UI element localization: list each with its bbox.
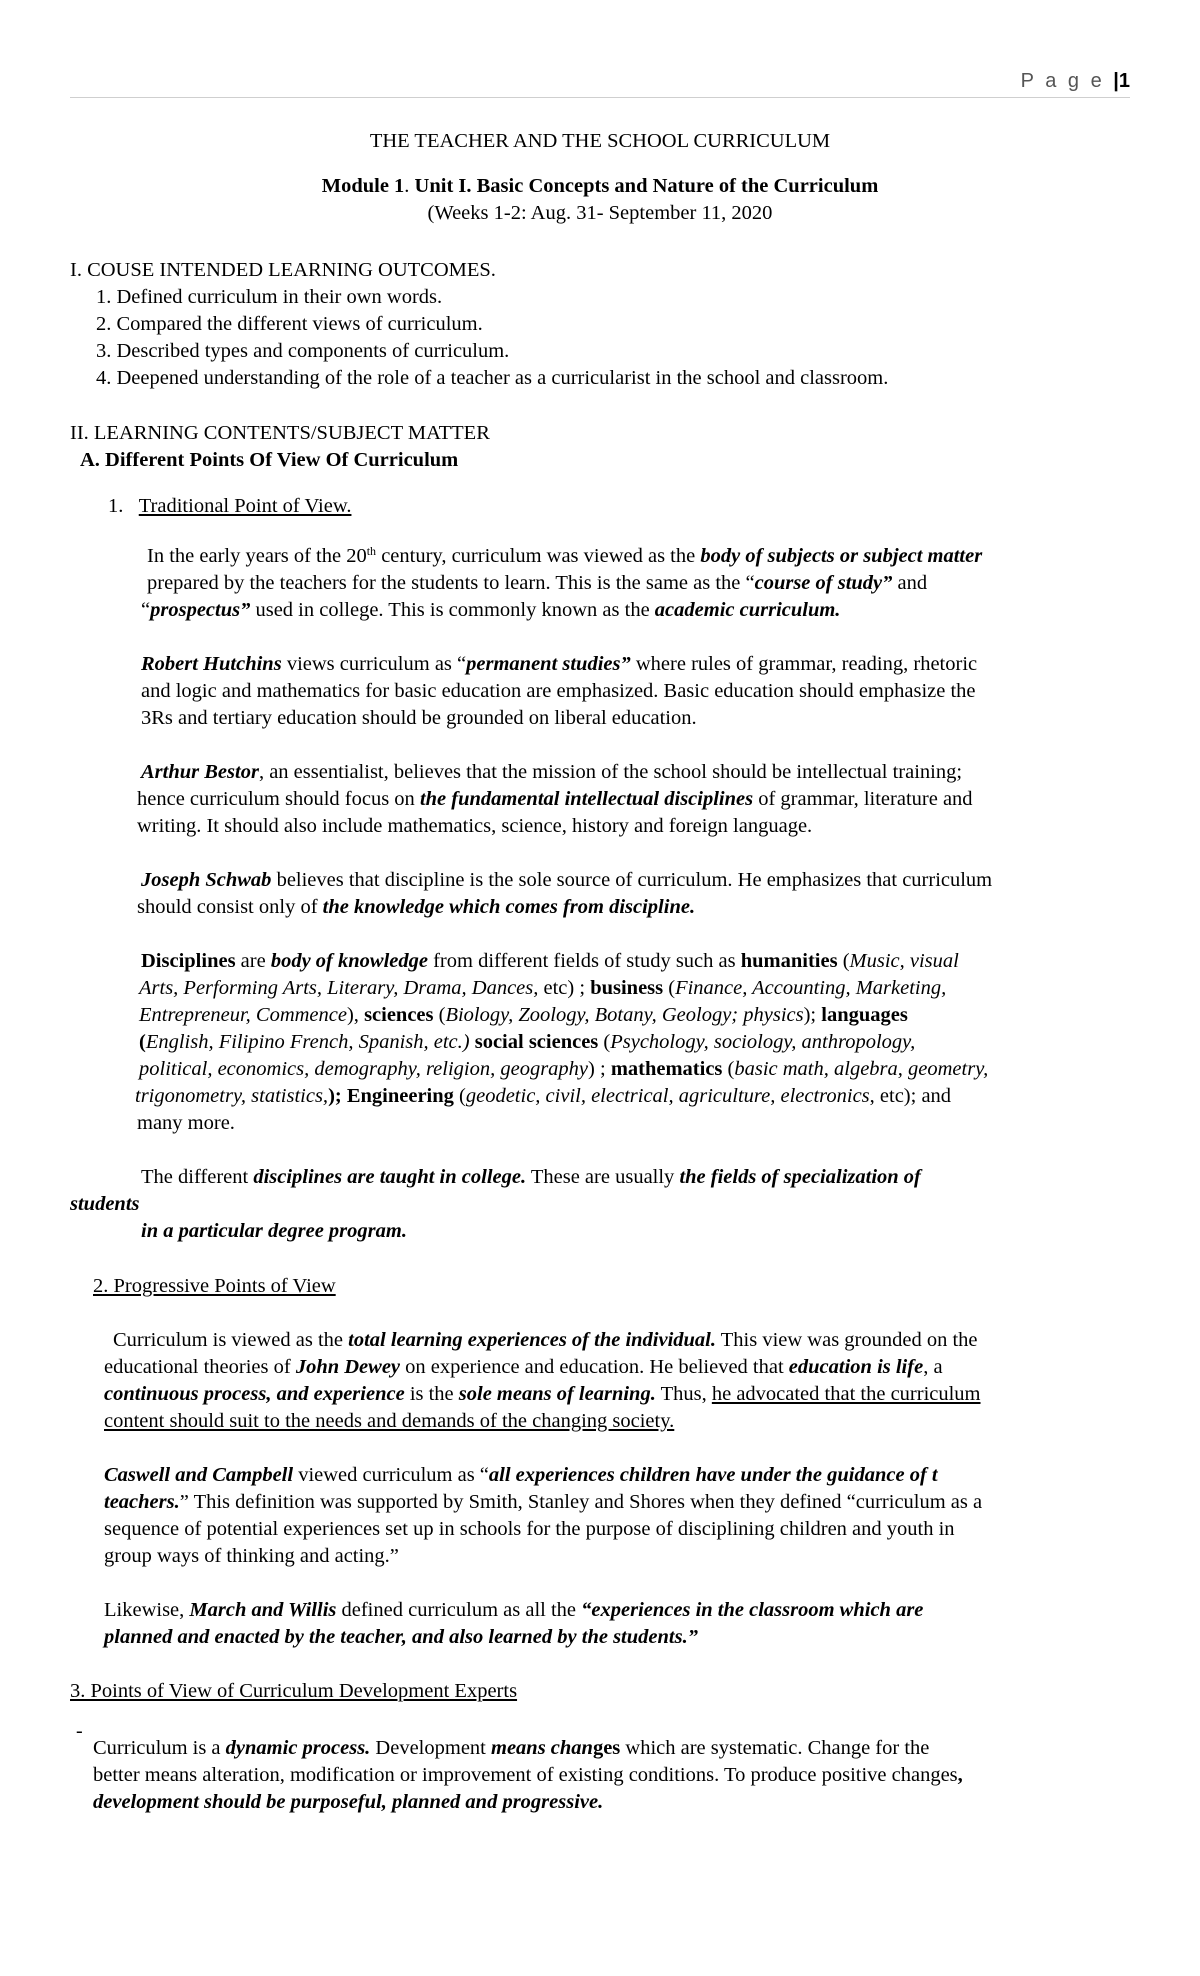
progressive-heading: 2. Progressive Points of View [93,1275,336,1297]
outcome-item: 2. Compared the different views of curriculum. [96,313,483,335]
page-label: P a g e [1020,70,1105,92]
bestor-paragraph-line: Arthur Bestor, an essentialist, believes that the mission of the school should be intellectual training; [141,761,963,783]
caswell-paragraph-line: Caswell and Campbell viewed curriculum as “all experiences children have under the guidance of t [104,1464,938,1486]
traditional-p1-line: “prospectus” used in college. This is commonly known as the academic curriculum. [141,599,841,621]
traditional-p1-line: In the early years of the 20th century, curriculum was viewed as the body of subjects or subject matter [147,544,983,567]
document-title: THE TEACHER AND THE SCHOOL CURRICULUM [369,130,831,152]
march-willis-paragraph-line: planned and enacted by the teacher, and also learned by the students.” [104,1626,698,1648]
traditional-heading: 1. Traditional Point of View. [108,495,352,517]
progressive-p1-line: continuous process, and experience is the sole means of learning. Thus, he advocated that the curriculum [104,1383,981,1405]
outcome-item: 4. Deepened understanding of the role of a teacher as a curricularist in the school and classroom. [96,367,889,389]
disciplines-paragraph-line: Disciplines are body of knowledge from different fields of study such as humanities (Music, visual [141,950,959,972]
bestor-paragraph-line: hence curriculum should focus on the fundamental intellectual disciplines of grammar, literature and [137,788,973,810]
college-disciplines-line: students [70,1193,140,1215]
traditional-p1-line: prepared by the teachers for the students to learn. This is the same as the “course of study” and [147,572,928,594]
dash-marker: - [76,1720,83,1742]
experts-paragraph-line: Curriculum is a dynamic process. Development means changes which are systematic. Change for the [93,1737,930,1759]
outcome-item: 1. Defined curriculum in their own words. [96,286,443,308]
experts-heading: 3. Points of View of Curriculum Development Experts [70,1680,518,1702]
experts-paragraph-line: development should be purposeful, planned and progressive. [93,1791,604,1813]
disciplines-paragraph-line: Entrepreneur, Commence), sciences (Biology, Zoology, Botany, Geology; physics); languages [139,1004,908,1026]
hutchins-paragraph-line: and logic and mathematics for basic education are emphasized. Basic education should emphasize the [141,680,976,702]
progressive-p1-line: Curriculum is viewed as the total learning experiences of the individual. This view was grounded on the [113,1329,978,1351]
page-number: 1 [1118,70,1130,92]
contents-heading: II. LEARNING CONTENTS/SUBJECT MATTER [70,422,490,444]
experts-paragraph-line: better means alteration, modification or improvement of existing conditions. To produce positive changes, [93,1764,963,1786]
schwab-paragraph-line: should consist only of the knowledge which comes from discipline. [137,896,696,918]
module-heading: Module 1. Unit I. Basic Concepts and Nature of the Curriculum [321,175,879,197]
hutchins-paragraph-line: Robert Hutchins views curriculum as “permanent studies” where rules of grammar, reading, rhetoric [141,653,978,675]
section-a-heading: A. Different Points Of View Of Curriculum [80,449,459,471]
disciplines-paragraph-line: trigonometry, statistics,); Engineering (geodetic, civil, electrical, agriculture, electronics, etc); and [135,1085,952,1107]
progressive-p1-line: content should suit to the needs and demands of the changing society. [104,1410,675,1432]
disciplines-paragraph-line: (English, Filipino French, Spanish, etc.) social sciences (Psychology, sociology, anthropology, [139,1031,916,1053]
header-rule [70,97,1130,98]
hutchins-paragraph-line: 3Rs and tertiary education should be grounded on liberal education. [141,707,697,729]
page-separator: | [1113,70,1119,92]
caswell-paragraph-line: teachers.” This definition was supported by Smith, Stanley and Shores when they defined “curriculum as a [104,1491,983,1513]
progressive-p1-line: educational theories of John Dewey on experience and education. He believed that education is life, a [104,1356,943,1378]
caswell-paragraph-line: sequence of potential experiences set up in schools for the purpose of disciplining children and youth in [104,1518,955,1540]
disciplines-paragraph-line: political, economics, demography, religion, geography) ; mathematics (basic math, algebra, geometry, [139,1058,989,1080]
caswell-paragraph-line: group ways of thinking and acting.” [104,1545,399,1567]
outcome-item: 3. Described types and components of curriculum. [96,340,510,362]
schwab-paragraph-line: Joseph Schwab believes that discipline is the sole source of curriculum. He emphasizes that curriculum [141,869,993,891]
weeks-line: (Weeks 1-2: Aug. 31- September 11, 2020 [427,202,773,224]
bestor-paragraph-line: writing. It should also include mathematics, science, history and foreign language. [137,815,813,837]
college-disciplines-line: The different disciplines are taught in college. These are usually the fields of specialization of [141,1166,921,1188]
outcomes-heading: I. COUSE INTENDED LEARNING OUTCOMES. [70,259,496,281]
march-willis-paragraph-line: Likewise, March and Willis defined curriculum as all the “experiences in the classroom which are [104,1599,924,1621]
page-number-label [1021,70,1130,93]
disciplines-paragraph-line: Arts, Performing Arts, Literary, Drama, Dances, etc) ; business (Finance, Accounting, Marketing, [139,977,947,999]
disciplines-paragraph-line: many more. [137,1112,235,1134]
college-disciplines-line: in a particular degree program. [141,1220,407,1242]
